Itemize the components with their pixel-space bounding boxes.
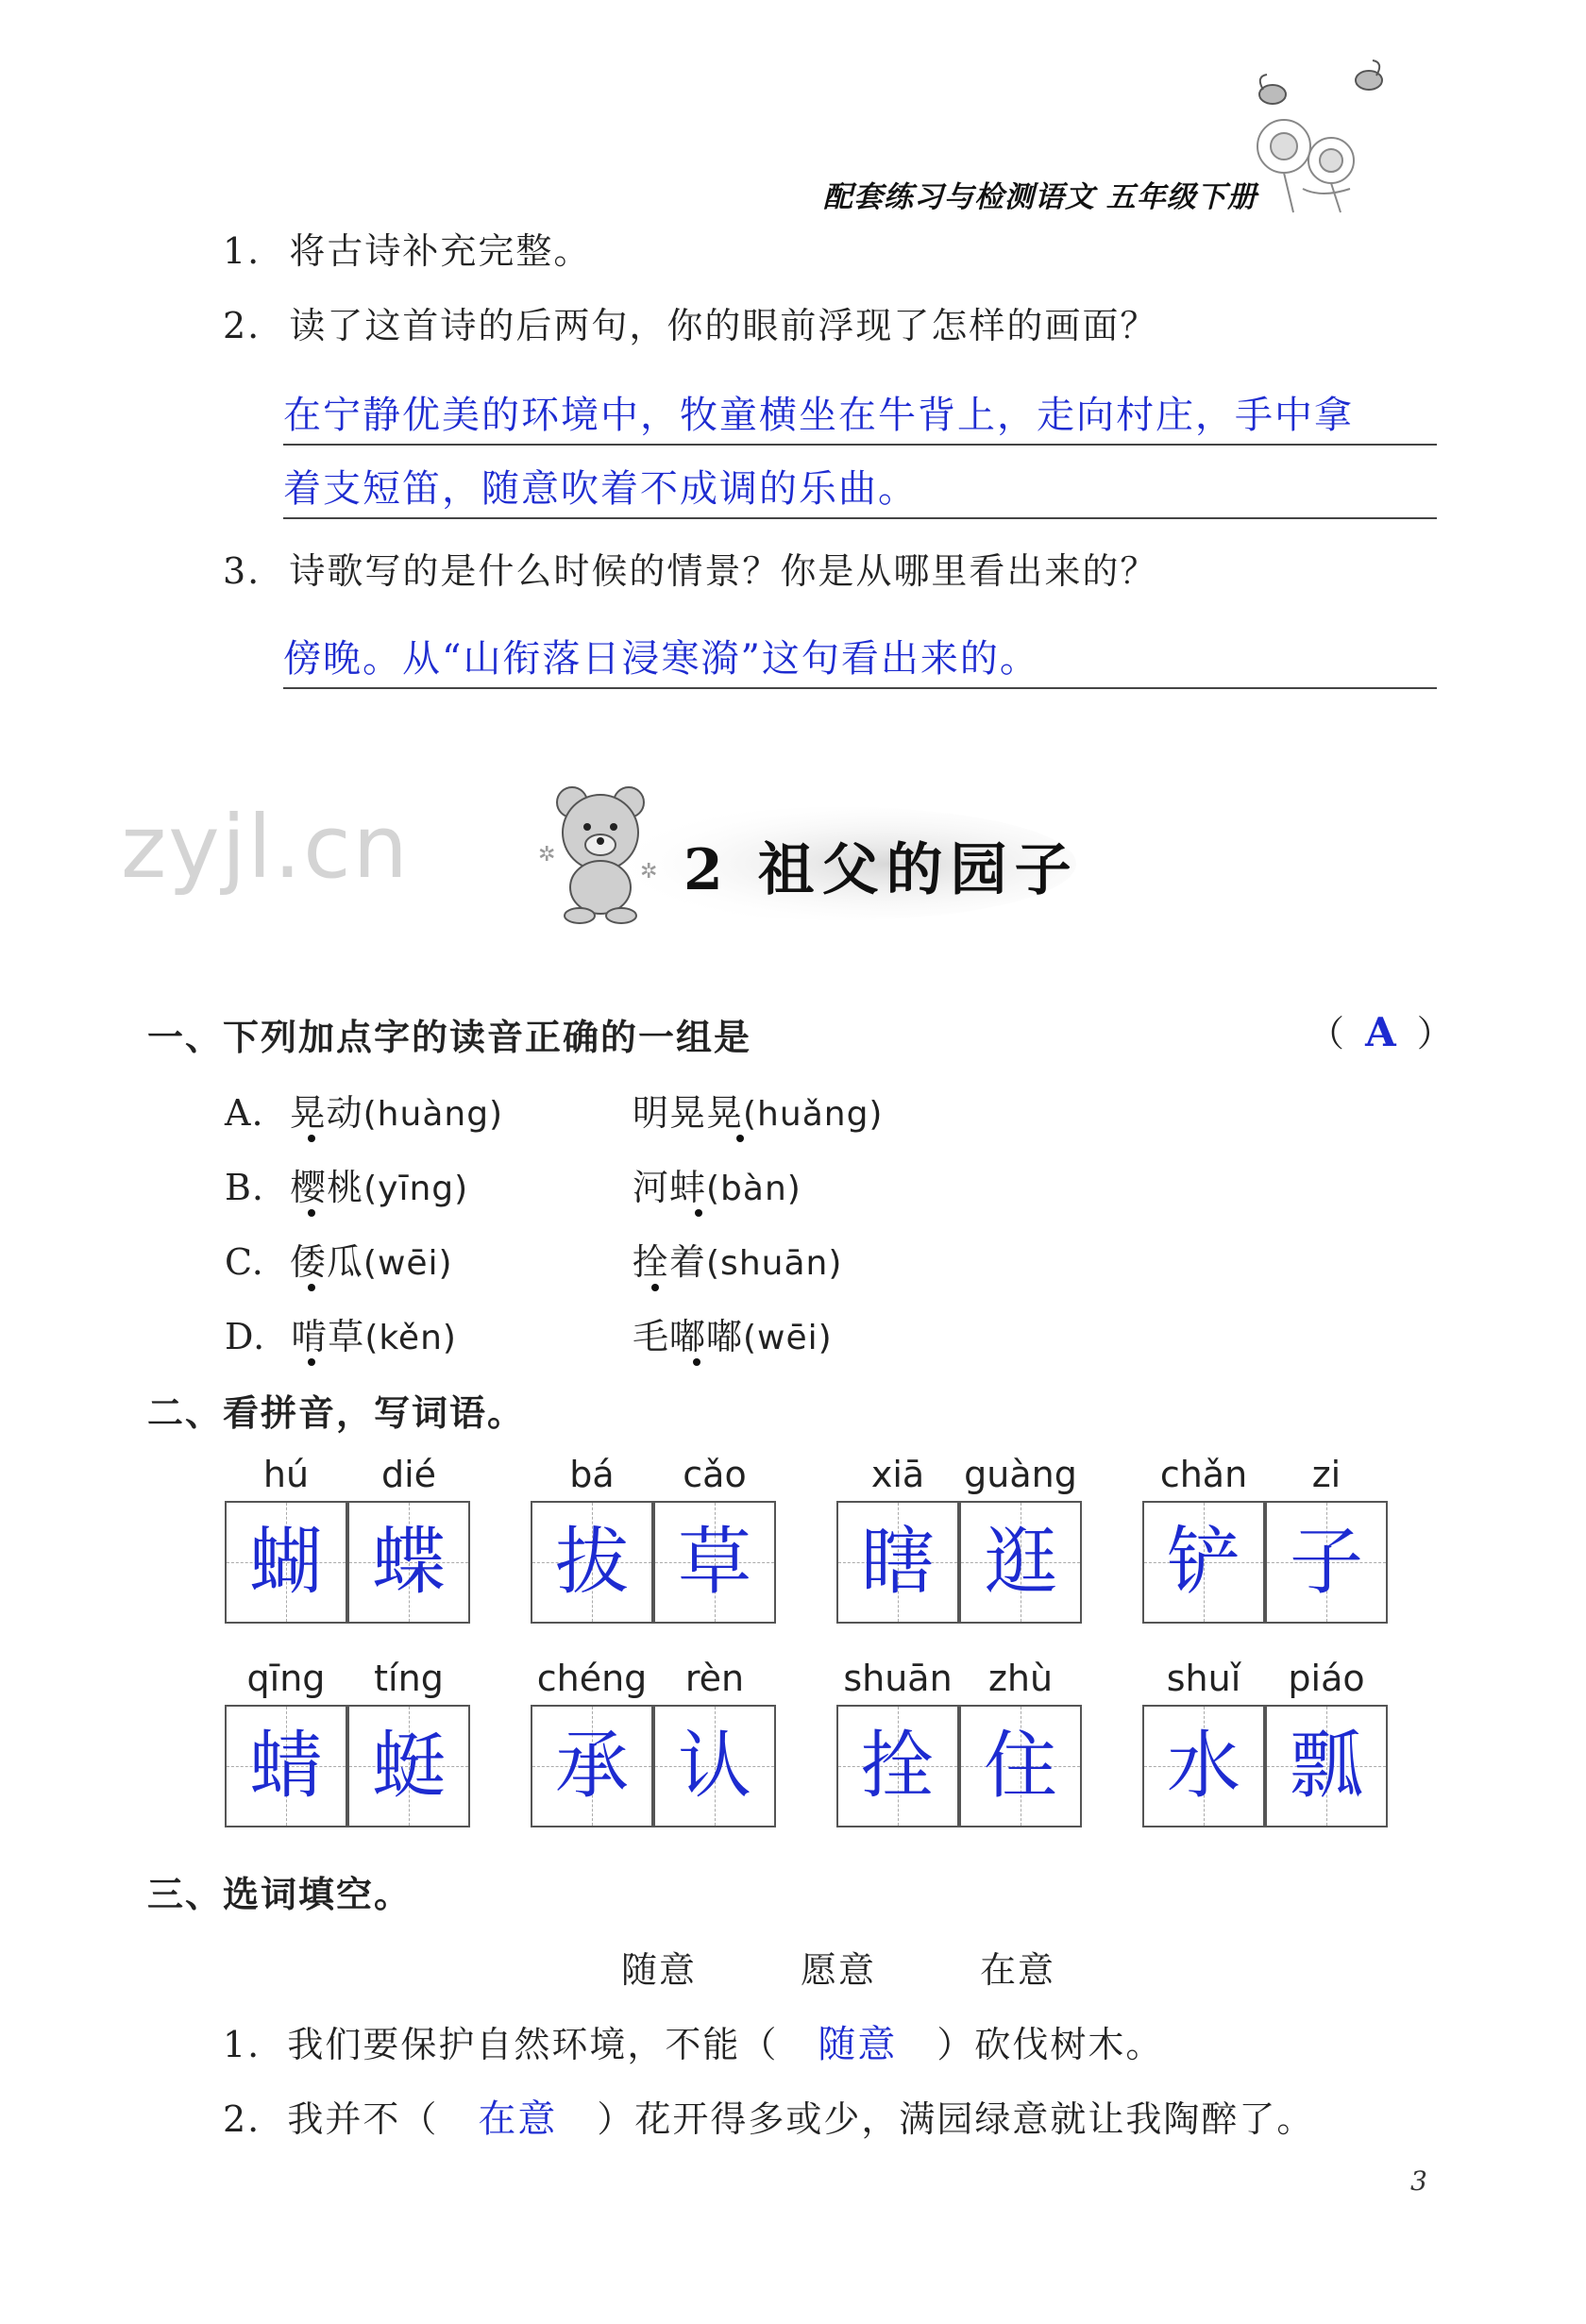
option-a-word-2 bbox=[633, 1084, 883, 1136]
word-choice: 愿意 bbox=[801, 1949, 877, 1991]
written-char: 瓢 bbox=[1289, 1724, 1363, 1809]
option-word-2: 毛嘟嘟 bbox=[633, 1316, 744, 1357]
writing-cell bbox=[531, 1705, 653, 1827]
option-word-1: 倭瓜 bbox=[289, 1241, 363, 1283]
answer-3-line-1: 傍晚。从“山衔落日浸寒漪”这句看出来的。 bbox=[283, 637, 1039, 681]
pinyin-label: chéng bbox=[536, 1658, 648, 1699]
pinyin-label: chǎn bbox=[1159, 1454, 1248, 1495]
fill-item-2 bbox=[223, 2089, 1314, 2143]
writing-cell bbox=[347, 1705, 470, 1827]
writing-cell bbox=[225, 1501, 347, 1624]
emphasis-dot bbox=[736, 1135, 744, 1142]
question-text: 读了这首诗的后两句，你的眼前浮现了怎样的画面？ bbox=[289, 305, 1158, 346]
section-3-heading: 三、选词填空。 bbox=[147, 1874, 413, 1915]
written-char: 蜻 bbox=[248, 1724, 323, 1809]
written-char: 承 bbox=[554, 1724, 629, 1809]
written-char: 子 bbox=[1289, 1520, 1363, 1605]
written-char: 蜓 bbox=[371, 1724, 446, 1809]
option-word-2: 河蚌 bbox=[633, 1167, 707, 1208]
writing-cell bbox=[347, 1501, 470, 1624]
option-c bbox=[225, 1233, 453, 1285]
question-2 bbox=[223, 296, 1157, 348]
option-letter: A. bbox=[225, 1092, 264, 1134]
item-text-after: ）花开得多或少，满园绿意就让我陶醉了。 bbox=[597, 2098, 1315, 2140]
emphasis-dot bbox=[695, 1209, 702, 1217]
fill-item-1 bbox=[223, 2014, 1163, 2068]
option-c-word-2 bbox=[633, 1233, 842, 1285]
pinyin-label: zi bbox=[1311, 1454, 1341, 1495]
option-pinyin-2: (bàn) bbox=[706, 1170, 801, 1208]
answer-line bbox=[283, 517, 1437, 519]
pinyin-label: guàng bbox=[964, 1454, 1077, 1495]
question-text: 将古诗补充完整。 bbox=[289, 230, 592, 272]
pinyin-label: shuǐ bbox=[1166, 1658, 1241, 1699]
item-answer: 在意 bbox=[478, 2097, 558, 2141]
writing-cell bbox=[1142, 1501, 1265, 1624]
written-char: 铲 bbox=[1166, 1520, 1240, 1605]
paren-open: （ bbox=[1308, 1013, 1345, 1054]
option-pinyin-2: (shuān) bbox=[706, 1244, 843, 1283]
paren-close: ） bbox=[1416, 1013, 1453, 1054]
written-char: 草 bbox=[677, 1520, 751, 1605]
pinyin-label: zhù bbox=[987, 1658, 1054, 1699]
page-number: 3 bbox=[1410, 2165, 1427, 2197]
lesson-title: 2 祖父的园子 bbox=[683, 837, 1079, 903]
svg-text:✲: ✲ bbox=[640, 860, 658, 884]
answer-2-line-1: 在宁静优美的环境中，牧童横坐在牛背上，走向村庄，手中拿 bbox=[283, 394, 1354, 437]
written-char: 瞎 bbox=[860, 1520, 935, 1605]
item-answer: 随意 bbox=[818, 2023, 898, 2066]
question-3 bbox=[223, 542, 1157, 594]
item-number: 2. bbox=[223, 2098, 262, 2140]
writing-cell bbox=[959, 1501, 1082, 1624]
option-d-word-2 bbox=[633, 1307, 833, 1359]
option-b-word-2 bbox=[633, 1158, 801, 1210]
svg-text:✲: ✲ bbox=[538, 843, 556, 867]
pinyin-label: hú bbox=[262, 1454, 310, 1495]
emphasis-dot bbox=[308, 1209, 315, 1217]
answer-choice: A bbox=[1365, 1009, 1396, 1055]
writing-cell bbox=[1265, 1705, 1388, 1827]
emphasis-dot bbox=[308, 1135, 315, 1142]
written-char: 逛 bbox=[983, 1520, 1057, 1605]
question-number: 3. bbox=[223, 550, 262, 592]
writing-cell bbox=[531, 1501, 653, 1624]
answer-2-line-2: 着支短笛，随意吹着不成调的乐曲。 bbox=[283, 467, 918, 511]
option-pinyin-1: (yīng) bbox=[363, 1170, 469, 1208]
answer-line bbox=[283, 687, 1437, 689]
pinyin-label: piáo bbox=[1288, 1658, 1365, 1699]
question-text: 诗歌写的是什么时候的情景？你是从哪里看出来的？ bbox=[289, 550, 1158, 592]
item-number: 1. bbox=[223, 2024, 262, 2065]
option-pinyin-1: (huàng) bbox=[363, 1095, 504, 1134]
writing-cell bbox=[1265, 1501, 1388, 1624]
written-char: 拴 bbox=[860, 1724, 935, 1809]
pinyin-label: cǎo bbox=[683, 1454, 747, 1495]
section-1-answer bbox=[1308, 1004, 1453, 1056]
written-char: 认 bbox=[677, 1724, 751, 1809]
section-1-heading: 一、下列加点字的读音正确的一组是 bbox=[147, 1017, 752, 1058]
writing-cell bbox=[836, 1705, 959, 1827]
question-number: 2. bbox=[223, 305, 262, 346]
writing-cell bbox=[653, 1501, 776, 1624]
writing-cell bbox=[225, 1705, 347, 1827]
option-word-2: 拴着 bbox=[633, 1241, 707, 1283]
option-letter: B. bbox=[225, 1167, 265, 1208]
item-text-after: ）砍伐树木。 bbox=[936, 2024, 1164, 2065]
bear-icon bbox=[525, 774, 666, 925]
pinyin-label: rèn bbox=[684, 1658, 745, 1699]
pinyin-label: tíng bbox=[374, 1658, 444, 1699]
pinyin-label: bá bbox=[569, 1454, 615, 1495]
option-letter: C. bbox=[225, 1241, 264, 1283]
option-word-2: 明晃晃 bbox=[633, 1092, 744, 1134]
option-b bbox=[225, 1158, 468, 1210]
word-choice: 在意 bbox=[980, 1949, 1056, 1991]
option-word-1: 樱桃 bbox=[290, 1167, 364, 1208]
answer-line bbox=[283, 444, 1437, 446]
pinyin-label: xiā bbox=[870, 1454, 925, 1495]
writing-cell bbox=[836, 1501, 959, 1624]
option-letter: D. bbox=[225, 1316, 266, 1357]
word-choice: 随意 bbox=[621, 1949, 698, 1991]
option-pinyin-1: (kěn) bbox=[364, 1319, 457, 1357]
section-2-heading: 二、看拼音，写词语。 bbox=[147, 1392, 526, 1434]
header-title: 配套练习与检测语文 五年级下册 bbox=[823, 180, 1257, 214]
option-pinyin-2: (huǎng) bbox=[743, 1095, 884, 1134]
item-text-before: 我并不（ bbox=[287, 2098, 439, 2140]
option-d bbox=[225, 1307, 457, 1359]
option-pinyin-1: (wēi) bbox=[363, 1244, 453, 1283]
emphasis-dot bbox=[693, 1358, 700, 1366]
option-a bbox=[225, 1084, 503, 1136]
word-choices bbox=[621, 1941, 1159, 1993]
written-char: 蝶 bbox=[371, 1520, 446, 1605]
pinyin-label: dié bbox=[380, 1454, 437, 1495]
written-char: 蝴 bbox=[248, 1520, 323, 1605]
watermark: zyjl.cn bbox=[121, 797, 410, 898]
item-text-before: 我们要保护自然环境，不能（ bbox=[287, 2024, 779, 2065]
written-char: 住 bbox=[983, 1724, 1057, 1809]
written-char: 拔 bbox=[554, 1520, 629, 1605]
writing-cell bbox=[653, 1705, 776, 1827]
question-1 bbox=[223, 222, 591, 274]
writing-cell bbox=[959, 1705, 1082, 1827]
written-char: 水 bbox=[1166, 1724, 1240, 1809]
question-number: 1. bbox=[223, 230, 262, 272]
pinyin-label: qīng bbox=[246, 1658, 326, 1699]
emphasis-dot bbox=[308, 1284, 315, 1291]
option-word-1: 晃动 bbox=[289, 1092, 363, 1134]
emphasis-dot bbox=[651, 1284, 659, 1291]
option-word-1: 啃草 bbox=[291, 1316, 365, 1357]
writing-cell bbox=[1142, 1705, 1265, 1827]
option-pinyin-2: (wēi) bbox=[743, 1319, 833, 1357]
pinyin-label: shuān bbox=[843, 1658, 953, 1699]
emphasis-dot bbox=[308, 1358, 315, 1366]
